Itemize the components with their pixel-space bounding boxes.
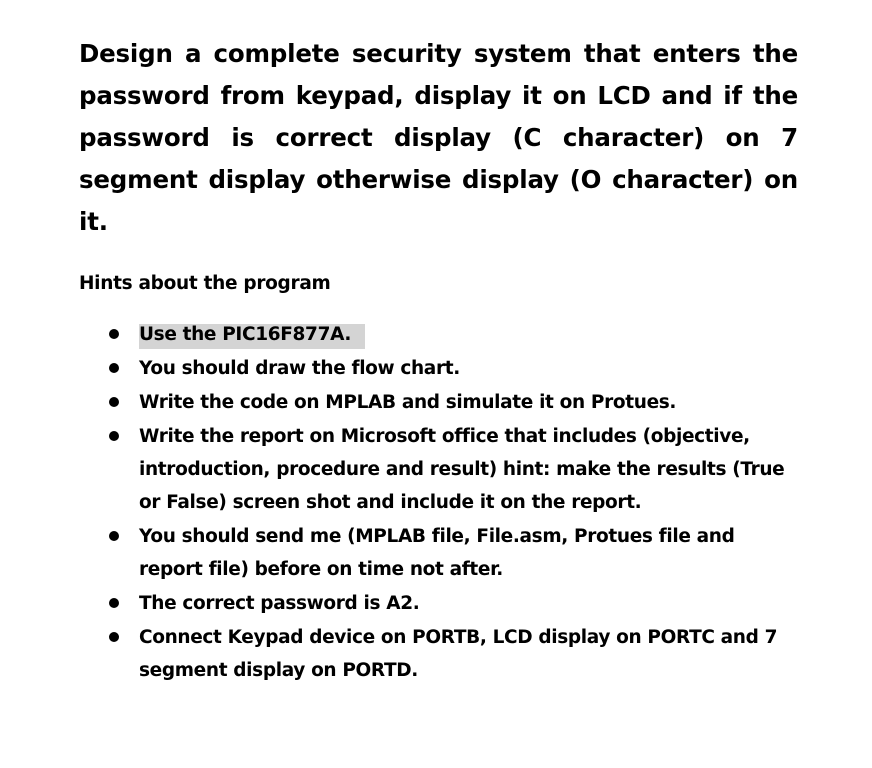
hint-item bbox=[0, 621, 872, 687]
bullet-icon bbox=[109, 598, 119, 608]
hint-text: You should send me (MPLAB file, File.asm, Protues file and report file) before on time not after. bbox=[139, 526, 735, 580]
hint-item bbox=[0, 420, 872, 519]
assignment-title: Design a complete security system that enters the password from keypad, display it on LCD and if the password is correct display (C character) on 7 segment display otherwise display (O character) on it. bbox=[79, 39, 798, 236]
bullet-icon bbox=[109, 329, 119, 339]
bullet-icon bbox=[109, 363, 119, 373]
hint-text: The correct password is A2. bbox=[139, 593, 420, 614]
bullet-icon bbox=[109, 431, 119, 441]
hints-list bbox=[0, 318, 872, 688]
highlighted-hint-text: Use the PIC16F877A. bbox=[139, 324, 365, 349]
hint-item bbox=[0, 587, 872, 620]
bullet-icon bbox=[109, 632, 119, 642]
hint-text: Connect Keypad device on PORTB, LCD display on PORTC and 7 segment display on PORTD. bbox=[139, 627, 778, 681]
bullet-icon bbox=[109, 397, 119, 407]
hint-item bbox=[0, 520, 872, 586]
hint-item bbox=[0, 352, 872, 385]
hint-text: You should draw the flow chart. bbox=[139, 358, 460, 379]
hint-item bbox=[0, 386, 872, 419]
hint-item bbox=[0, 318, 872, 351]
bullet-icon bbox=[109, 531, 119, 541]
hint-text: Write the code on MPLAB and simulate it on Protues. bbox=[139, 392, 677, 413]
hint-text: Write the report on Microsoft office that includes (objective, introduction, procedure and result) hint: make the results (True or False) screen shot and include it on the report. bbox=[139, 426, 785, 513]
hints-heading: Hints about the program bbox=[79, 273, 331, 294]
